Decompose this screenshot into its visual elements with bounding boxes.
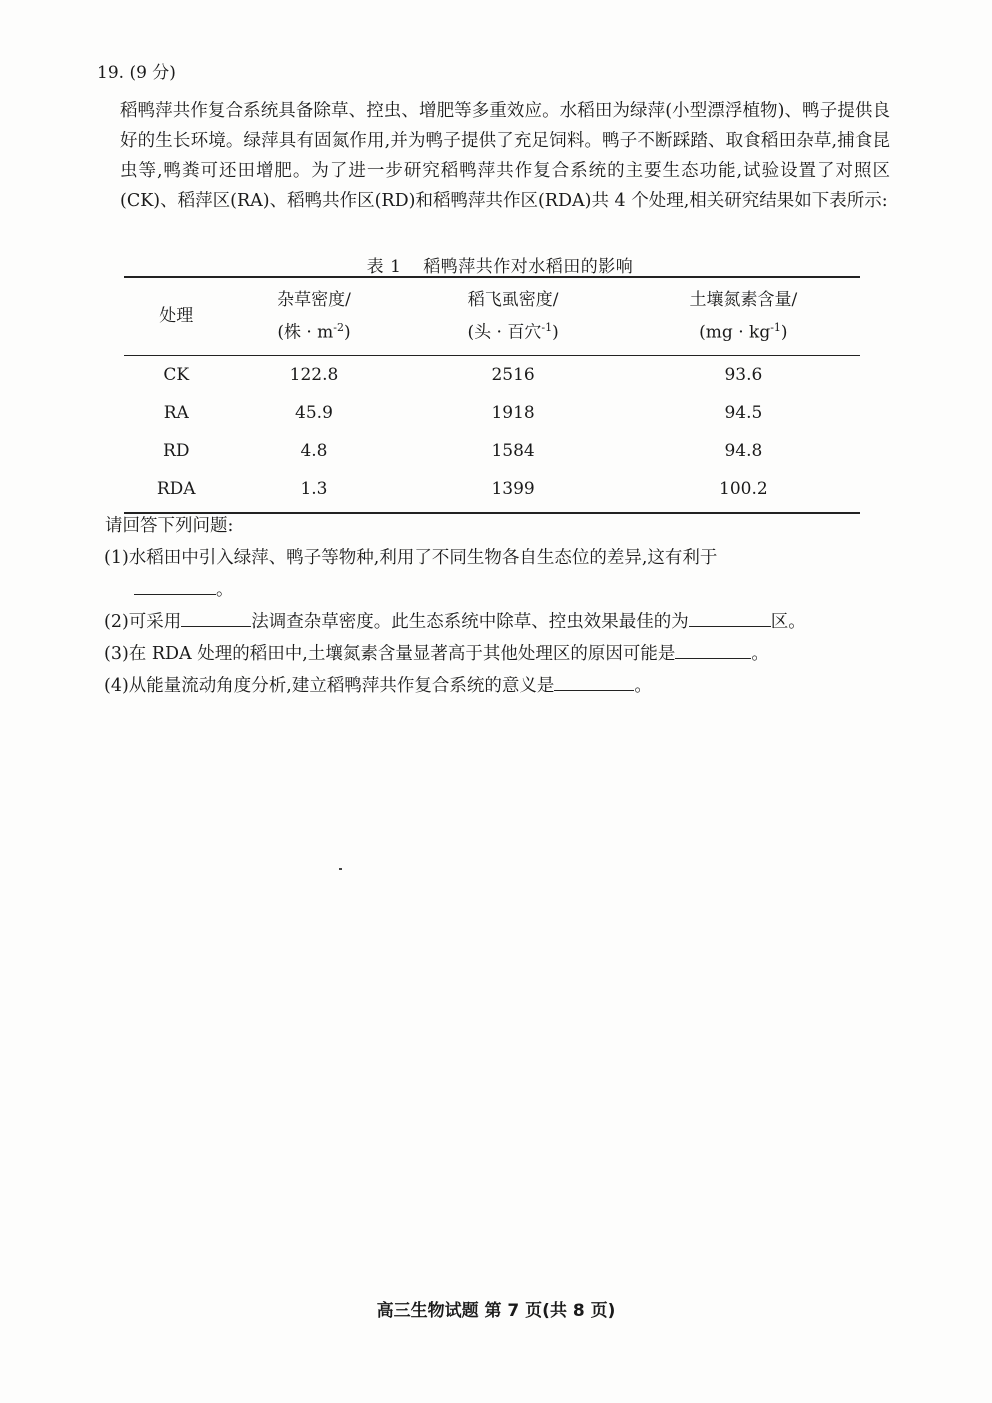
sub-question-2 [104, 606, 894, 638]
sub-question-3-text: (3)在 RDA 处理的稻田中,土壤氮素含量显著高于其他处理区的原因可能是 [104, 644, 676, 664]
cell-treatment: CK [163, 364, 190, 385]
cell-planthopper-density: 1584 [491, 440, 535, 461]
sub-question-3-end: 。 [751, 644, 769, 664]
cell-soil-nitrogen: 94.8 [724, 440, 763, 461]
header-planthopper-density-label: 稻飞虱密度/ [467, 290, 559, 310]
page-footer: 高三生物试题 第 7 页(共 8 页) [376, 1301, 616, 1321]
answer-prompt: 请回答下列问题: [105, 516, 234, 536]
cell-soil-nitrogen: 94.5 [724, 402, 763, 423]
header-soil-nitrogen-unit: $(mg \cdot kg^{-1})$ [699, 321, 788, 343]
table-row [124, 470, 860, 513]
cell-weed-density: 45.9 [295, 402, 333, 423]
results-table [124, 276, 860, 514]
header-weed-density-label: 杂草密度/ [277, 290, 351, 310]
table-caption-title: 稻鸭萍共作对水稻田的影响 [423, 257, 634, 277]
cell-planthopper-density: 1918 [491, 402, 535, 423]
answer-blank-4[interactable] [554, 672, 634, 691]
header-soil-nitrogen [627, 277, 860, 355]
sub-question-1 [104, 542, 894, 574]
sub-question-2-text-a: (2)可采用 [104, 612, 182, 632]
table-row [124, 432, 860, 470]
sub-question-list [104, 542, 894, 702]
answer-blank-2b[interactable] [689, 608, 771, 627]
cell-weed-density: 4.8 [300, 440, 328, 461]
sub-question-4-end: 。 [634, 676, 652, 696]
table-header-row [124, 277, 860, 355]
cell-treatment: RD [163, 440, 190, 461]
header-treatment-label: 处理 [159, 306, 194, 327]
question-intro [120, 96, 890, 216]
cell-treatment: RDA [124, 470, 228, 513]
sub-question-3 [104, 638, 894, 670]
cell-planthopper-density: 1399 [399, 470, 626, 513]
header-treatment [124, 277, 228, 355]
intro-text: 稻鸭萍共作复合系统具备除草、控虫、增肥等多重效应。水稻田为绿萍(小型漂浮植物)、鸭子提供良好的生长环境。绿萍具有固氮作用,并为鸭子提供了充足饲料。鸭子不断踩踏、取食稻田杂草,捕食昆虫等,鸭粪可还田增肥。为了进一步研究稻鸭萍共作复合系统的主要生态功能,试验设置了对照区(CK)、稻萍区(RA)、稻鸭共作区(RD)和稻鸭萍共作区(RDA)共 4 个处理,相关研究结果如下表所示: [120, 101, 890, 211]
sub-question-1-end: 。 [216, 580, 234, 600]
header-weed-density [228, 277, 399, 355]
cell-weed-density: 122.8 [289, 364, 339, 385]
header-weed-density-unit: (株 · $m^{-2}$) [277, 321, 351, 343]
sub-question-2-text-c: 区。 [770, 612, 806, 632]
header-soil-nitrogen-label: 土壤氮素含量/ [689, 290, 798, 310]
answer-blank-2a[interactable] [181, 608, 251, 627]
table-row [124, 394, 860, 432]
cell-treatment: RA [163, 402, 189, 423]
header-planthopper-density-unit: (头 · 百穴$^{-1}$) [467, 321, 559, 343]
sub-question-2-text-b: 法调查杂草密度。此生态系统中除草、控虫效果最佳的为 [251, 612, 689, 632]
sub-question-4-text: (4)从能量流动角度分析,建立稻鸭萍共作复合系统的意义是 [104, 676, 555, 696]
cell-soil-nitrogen: 100.2 [627, 470, 860, 513]
header-planthopper-density [399, 277, 626, 355]
table-row [124, 355, 860, 394]
cell-soil-nitrogen: 93.6 [724, 364, 763, 385]
table-caption [120, 252, 880, 277]
sub-question-4 [104, 670, 894, 702]
answer-blank-3[interactable] [675, 640, 751, 659]
scan-speck [339, 868, 342, 870]
cell-planthopper-density: 2516 [491, 364, 535, 385]
cell-weed-density: 1.3 [228, 470, 399, 513]
sub-question-1-continued [104, 574, 894, 606]
sub-question-1-text: (1)水稻田中引入绿萍、鸭子等物种,利用了不同生物各自生态位的差异,这有利于 [104, 548, 718, 568]
table-caption-label: 表 1 [366, 257, 402, 277]
question-number: 19. (9 分) [97, 63, 176, 83]
answer-blank-1[interactable] [134, 576, 216, 595]
